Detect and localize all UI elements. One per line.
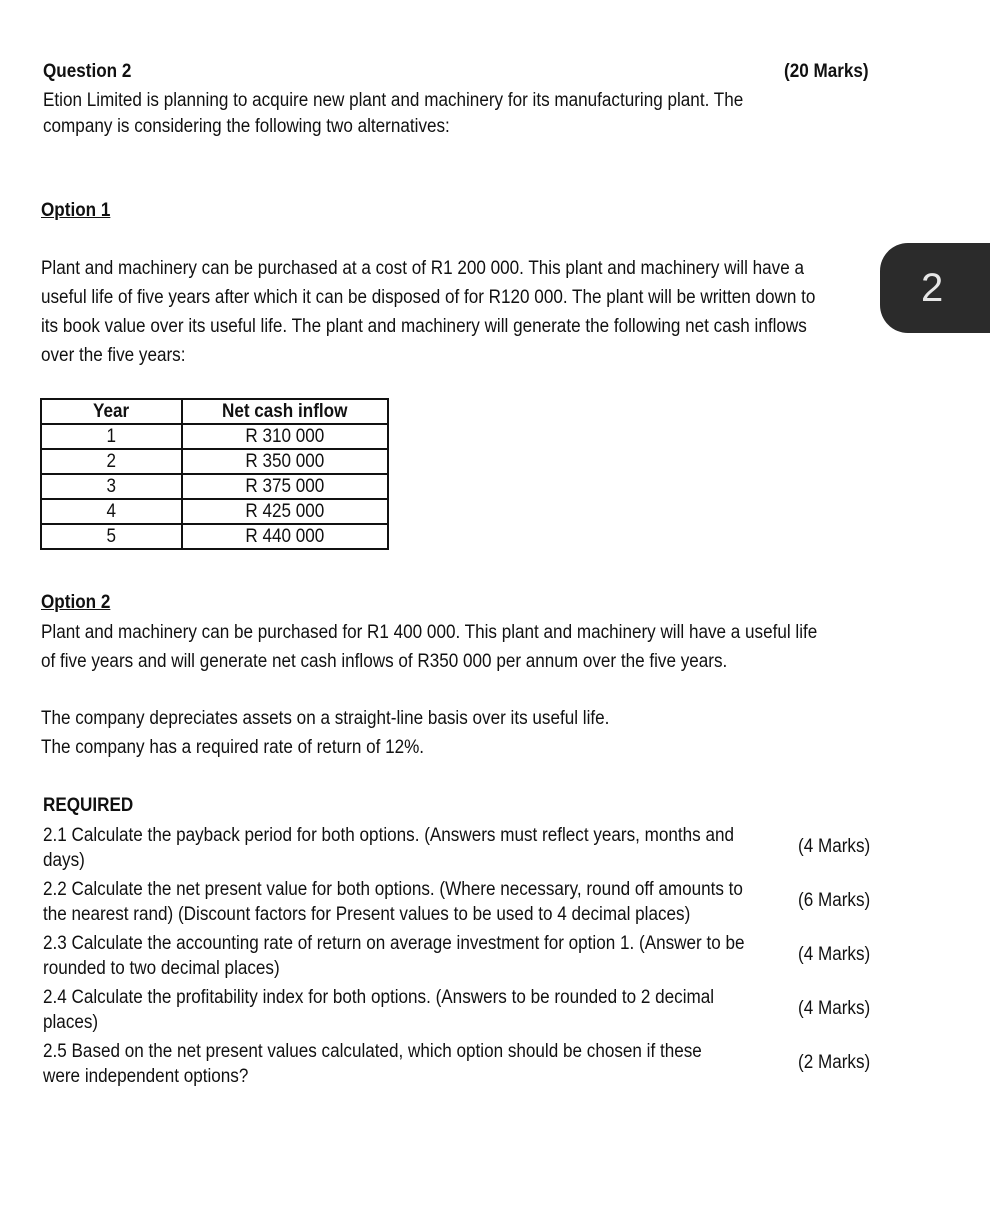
year-cell: 2 [41,449,182,474]
table-row [41,499,388,524]
inflow-cell: R 350 000 [182,449,388,474]
required-item-2-2: 2.2 Calculate the net present value for both options. (Where necessary, round off amounts to the nearest rand) (Discount factors for Present values to be used to 4 decimal places) [43,879,743,925]
option2-heading: Option 2 [41,592,111,613]
option1-heading: Option 1 [41,200,111,221]
page-number: 2 [921,266,944,310]
option2-paragraph: Plant and machinery can be purchased for R1 400 000. This plant and machinery will have a useful life of five years and will generate net cash inflows of R350 000 per annum over the five years. [41,622,818,672]
year-cell: 1 [41,424,182,449]
marks-2-2: (6 Marks) [798,890,871,911]
header-year: Year [41,399,182,424]
required-item-2-3: 2.3 Calculate the accounting rate of return on average investment for option 1. (Answer to be rounded to two decimal places) [43,933,745,979]
inflow-cell: R 310 000 [182,424,388,449]
required-item-2-5: 2.5 Based on the net present values calculated, which option should be chosen if these were independent options? [43,1041,702,1087]
question-title: Question 2 [43,61,132,82]
required-heading: REQUIRED [43,795,134,816]
inflow-cell: R 425 000 [182,499,388,524]
year-cell: 3 [41,474,182,499]
option1-paragraph: Plant and machinery can be purchased at a cost of R1 200 000. This plant and machinery will have a useful life of five years after which it can be disposed of for R120 000. The plant will be written down to its book value over its useful life. The plant and machinery will generate the following net cash inflows over the five years: [41,258,816,366]
marks-2-5: (2 Marks) [798,1052,871,1073]
marks-2-3: (4 Marks) [798,944,871,965]
table-row [41,474,388,499]
marks-2-4: (4 Marks) [798,998,871,1019]
required-item-2-1: 2.1 Calculate the payback period for both options. (Answers must reflect years, months and days) [43,825,735,871]
required-item-2-4: 2.4 Calculate the profitability index for both options. (Answers to be rounded to 2 decimal places) [43,987,715,1033]
table-header-row [41,399,388,424]
inflow-cell: R 375 000 [182,474,388,499]
marks-2-1: (4 Marks) [798,836,871,857]
table-row [41,524,388,549]
cash-inflow-table [40,398,389,550]
page-number-badge [880,243,990,333]
total-marks: (20 Marks) [784,61,869,82]
intro-paragraph: Etion Limited is planning to acquire new plant and machinery for its manufacturing plant. The company is considering the following two alternatives: [43,90,744,137]
year-cell: 4 [41,499,182,524]
table-row [41,424,388,449]
inflow-cell: R 440 000 [182,524,388,549]
header-net-cash-inflow: Net cash inflow [182,399,388,424]
year-cell: 5 [41,524,182,549]
table-row [41,449,388,474]
notes-paragraph: The company depreciates assets on a straight-line basis over its useful life. The company has a required rate of return of 12%. [41,708,610,758]
